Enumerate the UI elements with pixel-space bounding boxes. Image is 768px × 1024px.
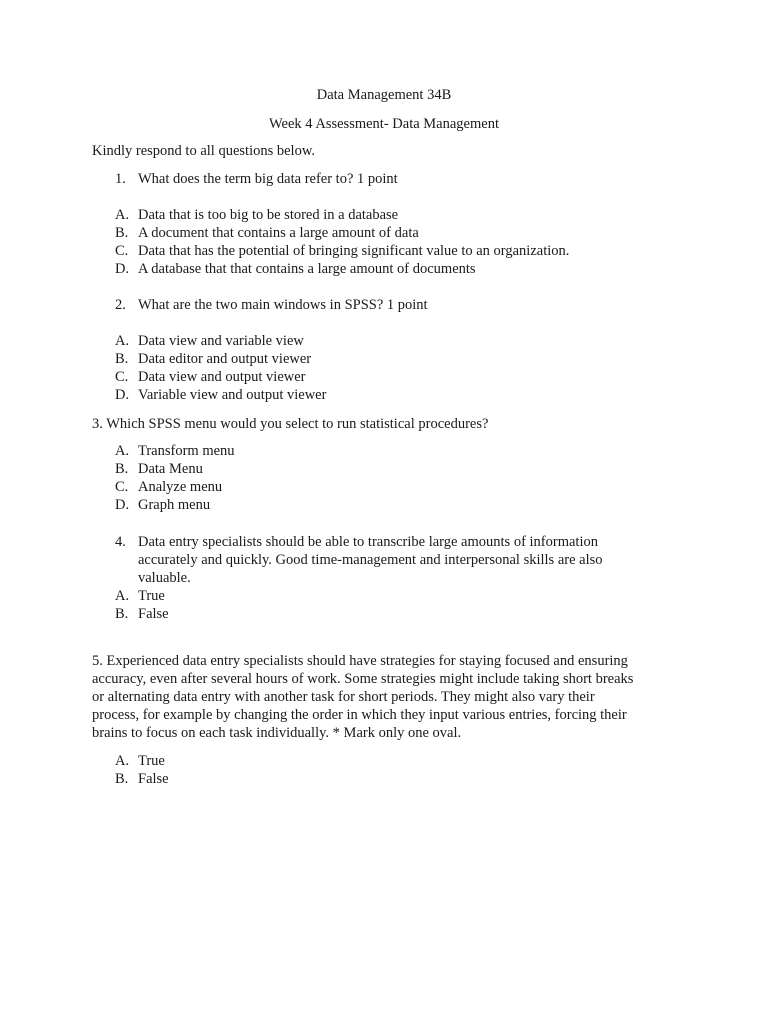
option-letter: C.	[115, 243, 129, 259]
option-letter: C.	[115, 369, 129, 385]
option-text: Data that has the potential of bringing significant value to an organization.	[138, 243, 570, 259]
option-text: A database that that contains a large amount of documents	[138, 261, 476, 277]
question-text: What are the two main windows in SPSS? 1 point	[138, 297, 428, 313]
question-text-line-3: or alternating data entry with another task for short periods. They might also vary their	[92, 689, 595, 705]
option-text: Data that is too big to be stored in a database	[138, 207, 399, 223]
option-text: Variable view and output viewer	[138, 387, 327, 403]
option-text: False	[138, 606, 169, 622]
option-letter: B.	[115, 461, 129, 477]
option-letter: D.	[115, 261, 130, 277]
question-number: 2.	[115, 297, 126, 313]
option-letter: A.	[115, 207, 130, 223]
course-title: Data Management 34B	[316, 87, 452, 103]
question-text-line-4: process, for example by changing the order in which they input various entries, forcing their	[92, 707, 627, 723]
question-number: 4.	[115, 534, 126, 550]
question-text-line-1: 5. Experienced data entry specialists should have strategies for staying focused and ensuring	[92, 653, 628, 669]
question-number: 1.	[115, 171, 126, 187]
option-text: Graph menu	[138, 497, 211, 513]
option-text: Data editor and output viewer	[138, 351, 312, 367]
option-letter: A.	[115, 333, 130, 349]
option-letter: A.	[115, 753, 130, 769]
option-letter: A.	[115, 588, 130, 604]
question-text-line-3: valuable.	[138, 570, 191, 586]
option-text: False	[138, 771, 169, 787]
option-letter: D.	[115, 387, 130, 403]
option-letter: B.	[115, 771, 129, 787]
option-letter: A.	[115, 443, 130, 459]
option-text: Transform menu	[138, 443, 235, 459]
option-text: A document that contains a large amount of data	[138, 225, 419, 241]
option-text: True	[138, 753, 165, 769]
option-text: Data view and variable view	[138, 333, 304, 349]
option-text: True	[138, 588, 165, 604]
option-letter: C.	[115, 479, 129, 495]
option-text: Data view and output viewer	[138, 369, 306, 385]
option-letter: B.	[115, 351, 129, 367]
question-text-line-1: Data entry specialists should be able to transcribe large amounts of information	[138, 534, 598, 550]
option-text: Data Menu	[138, 461, 203, 477]
assessment-title: Week 4 Assessment- Data Management	[269, 116, 499, 132]
option-letter: B.	[115, 606, 129, 622]
question-text: What does the term big data refer to? 1 point	[138, 171, 398, 187]
question-text: 3. Which SPSS menu would you select to run statistical procedures?	[92, 416, 489, 432]
question-text-line-5: brains to focus on each task individually. * Mark only one oval.	[92, 725, 462, 741]
question-text-line-2: accurately and quickly. Good time-management and interpersonal skills are also	[138, 552, 603, 568]
instructions: Kindly respond to all questions below.	[92, 143, 315, 159]
question-text-line-2: accuracy, even after several hours of work. Some strategies might include taking short breaks	[92, 671, 634, 687]
option-letter: B.	[115, 225, 129, 241]
option-text: Analyze menu	[138, 479, 223, 495]
option-letter: D.	[115, 497, 130, 513]
